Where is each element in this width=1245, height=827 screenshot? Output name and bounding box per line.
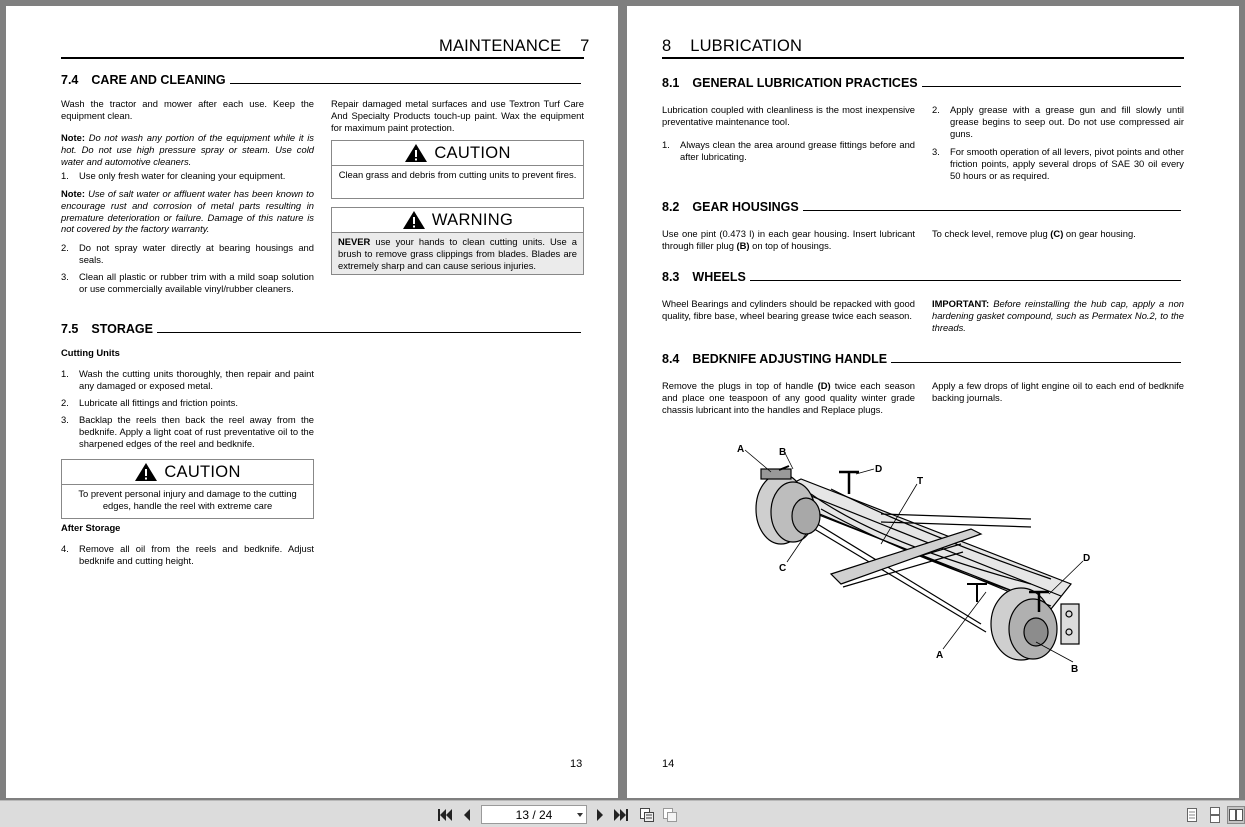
previous-icon [462, 808, 472, 822]
list-number: 4. [61, 543, 69, 554]
warning-triangle-icon [404, 143, 428, 163]
page-selector[interactable] [481, 805, 587, 824]
single-page-icon [1185, 807, 1199, 823]
gear-ref-b: (B) [736, 239, 750, 251]
note-label: Note: [61, 132, 85, 143]
gear-ref-c: (C) [1050, 228, 1064, 239]
bedknife-text: twice each season and place one teaspoon of any good quality winter grade chassis lubricant into the handles and Replace plugs. [662, 380, 915, 415]
section-number: 8.1 [662, 76, 680, 90]
list-item [61, 368, 314, 392]
section-title: GENERAL LUBRICATION PRACTICES [692, 76, 918, 90]
list-item [61, 543, 314, 567]
note-salt-water [61, 188, 314, 235]
header-rule [662, 57, 1184, 59]
viewer-toolbar [0, 800, 1245, 827]
two-page-icon [1228, 808, 1244, 822]
copy-page-button[interactable] [638, 806, 656, 824]
list-text: Use only fresh water for cleaning your equipment. [79, 170, 286, 181]
important-note [932, 298, 1184, 333]
section-7-5-heading [61, 322, 581, 336]
gear-housing-paragraph [662, 228, 915, 252]
gear-text: on gear housing. [1063, 228, 1136, 239]
list-text: Clean all plastic or rubber trim with a mild soap solution or use commercially available vinyl/rubber cleaners. [79, 271, 314, 294]
heading-rule [750, 280, 1181, 281]
diagram-label-b: B [779, 447, 787, 458]
section-title: WHEELS [692, 270, 746, 284]
warning-box-hands [331, 207, 584, 275]
note-text: Use of salt water or affluent water has been known to encourage rust and corrosion of metal parts resulting in premature deterioration or failure. Damage of this nature is not covered by the factory warranty. [61, 188, 314, 235]
gear-text: Use one pint (0.473 l) in each gear housing. Insert lubricant through filler plug [662, 228, 915, 251]
two-page-view-button[interactable] [1227, 806, 1245, 824]
warning-text [332, 233, 583, 274]
list-number: 1. [662, 139, 670, 150]
warning-triangle-icon [134, 462, 158, 482]
warning-emphasis: NEVER [338, 236, 371, 247]
page-header [439, 37, 589, 56]
section-title: BEDKNIFE ADJUSTING HANDLE [692, 352, 888, 366]
list-text: Always clean the area around grease fittings before and after lubricating. [680, 139, 915, 162]
paste-icon [662, 807, 678, 823]
heading-rule [891, 362, 1181, 363]
important-label: IMPORTANT: [932, 298, 990, 309]
diagram-label-b: B [1071, 664, 1079, 674]
section-number: 7.4 [61, 73, 79, 87]
diagram-label-a: A [737, 444, 745, 455]
section-8-3-heading [662, 270, 1181, 284]
wheels-paragraph: Wheel Bearings and cylinders should be repacked with good quality, fibre base, wheel bearing grease twice each season. [662, 298, 915, 321]
warning-header [332, 208, 583, 233]
list-text: Apply grease with a grease gun and fill slowly until grease begins to seep out. Do not use compressed air guns. [950, 104, 1184, 139]
section-title: CARE AND CLEANING [91, 73, 226, 87]
section-8-1-heading [662, 76, 1181, 90]
subheading-after-storage: After Storage [61, 522, 121, 533]
heading-rule [922, 86, 1181, 87]
caution-title: CAUTION [164, 462, 241, 481]
last-page-icon [613, 808, 629, 822]
warning-body: use your hands to clean cutting units. Use a brush to remove grass clippings from blades. Blades are extremely sharp and can cause serious injuries. [338, 236, 577, 271]
next-icon [595, 808, 605, 822]
caution-text: To prevent personal injury and damage to the cutting edges, handle the reel with extreme care [78, 488, 297, 511]
list-text: Backlap the reels then back the reel away from the bedknife. Apply a light coat of rust preventative oil to the sharpened edges of the reel and bedknife. [79, 414, 314, 449]
list-item [662, 139, 915, 163]
lubrication-paragraph: Lubrication coupled with cleanliness is the most inexpensive preventative maintenance tool. [662, 104, 915, 127]
repair-paragraph: Repair damaged metal surfaces and use Textron Turf Care And Specialty Products touch-up paint. Wax the equipment for maximum paint protection. [331, 98, 584, 133]
header-rule [61, 57, 584, 59]
page-14 [627, 6, 1239, 798]
next-page-button[interactable] [591, 806, 609, 824]
warning-title: WARNING [431, 210, 514, 229]
warning-triangle-icon [402, 210, 426, 230]
diagram-label-d: D [1083, 553, 1091, 564]
header-chapter: 7 [580, 37, 590, 55]
gear-text: on top of housings. [749, 239, 832, 251]
header-chapter: 8 [662, 37, 672, 55]
note-label: Note: [61, 188, 85, 199]
page-number: 13 [570, 758, 583, 770]
paste-page-button[interactable] [661, 806, 679, 824]
list-number: 2. [61, 242, 69, 253]
list-text: For smooth operation of all levers, pivot points and other friction points, apply several drops of SAE 30 oil every 50 hours or as required. [950, 146, 1184, 181]
first-page-button[interactable] [436, 806, 454, 824]
list-text: Remove all oil from the reels and bedknife. Adjust bedknife and cutting height. [79, 543, 314, 566]
caution-text: Clean grass and debris from cutting units to prevent fires. [338, 169, 577, 180]
list-item [61, 242, 314, 266]
diagram-label-t: T [917, 476, 924, 487]
bedknife-paragraph [662, 380, 915, 415]
bedknife-ref-d: (D) [817, 380, 831, 391]
page-header [662, 37, 802, 56]
section-title: GEAR HOUSINGS [692, 200, 799, 214]
gear-text: To check level, remove plug [932, 228, 1051, 239]
list-text: Wash the cutting units thoroughly, then repair and paint any damaged or exposed metal. [79, 368, 314, 391]
list-number: 2. [932, 104, 940, 115]
last-page-button[interactable] [612, 806, 630, 824]
heading-rule [803, 210, 1181, 211]
continuous-page-icon [1208, 807, 1222, 823]
first-page-icon [437, 808, 453, 822]
list-number: 1. [61, 170, 69, 181]
list-item [61, 414, 314, 449]
heading-rule [157, 332, 581, 333]
section-number: 7.5 [61, 322, 79, 336]
chevron-down-icon [577, 813, 583, 817]
single-page-view-button[interactable] [1183, 806, 1201, 824]
caution-title: CAUTION [434, 143, 511, 162]
gear-check-paragraph [932, 228, 1184, 240]
subheading-cutting-units: Cutting Units [61, 347, 120, 358]
section-number: 8.3 [662, 270, 680, 284]
list-item [61, 271, 314, 295]
list-text: Lubricate all fittings and friction points. [79, 397, 238, 408]
heading-rule [230, 83, 581, 84]
caution-box-fires [331, 140, 584, 199]
important-text: Before reinstalling the hub cap, apply a non hardening gasket compound, such as Permatex No.2, to the threads. [932, 298, 1184, 333]
list-number: 3. [61, 414, 69, 425]
cutting-unit-diagram [731, 434, 1111, 674]
header-title: MAINTENANCE [439, 37, 562, 55]
list-number: 3. [932, 146, 940, 157]
bedknife-text: Remove the plugs in top of handle [662, 380, 818, 391]
list-item [61, 397, 314, 409]
note-text: Do not wash any portion of the equipment while it is hot. Do not use high pressure spray or steam. Use cold water and automotive cleaners. [61, 132, 314, 167]
section-number: 8.2 [662, 200, 680, 214]
list-item [932, 146, 1184, 181]
note-hot [61, 132, 314, 167]
section-8-4-heading [662, 352, 1181, 366]
page-number: 14 [662, 758, 675, 770]
caution-box-reel [61, 459, 314, 519]
section-number: 8.4 [662, 352, 680, 366]
diagram-label-c: C [779, 563, 787, 574]
list-text: Do not spray water directly at bearing housings and seals. [79, 242, 314, 265]
list-number: 3. [61, 271, 69, 282]
previous-page-button[interactable] [458, 806, 476, 824]
page-13 [6, 6, 618, 798]
list-number: 1. [61, 368, 69, 379]
caution-header [332, 141, 583, 166]
header-title: LUBRICATION [690, 37, 803, 55]
copy-icon [639, 807, 655, 823]
list-number: 2. [61, 397, 69, 408]
diagram-label-d: D [875, 464, 883, 475]
bedknife-oil-paragraph: Apply a few drops of light engine oil to each end of bedknife backing journals. [932, 380, 1184, 403]
section-8-2-heading [662, 200, 1181, 214]
section-title: STORAGE [91, 322, 153, 336]
caution-header [62, 460, 313, 485]
continuous-view-button[interactable] [1206, 806, 1224, 824]
list-item [61, 170, 314, 182]
list-item [932, 104, 1184, 139]
section-7-4-heading [61, 73, 581, 87]
diagram-label-a: A [936, 650, 944, 661]
wash-paragraph: Wash the tractor and mower after each use. Keep the equipment clean. [61, 98, 314, 121]
page-indicator: 13 / 24 [515, 807, 553, 822]
